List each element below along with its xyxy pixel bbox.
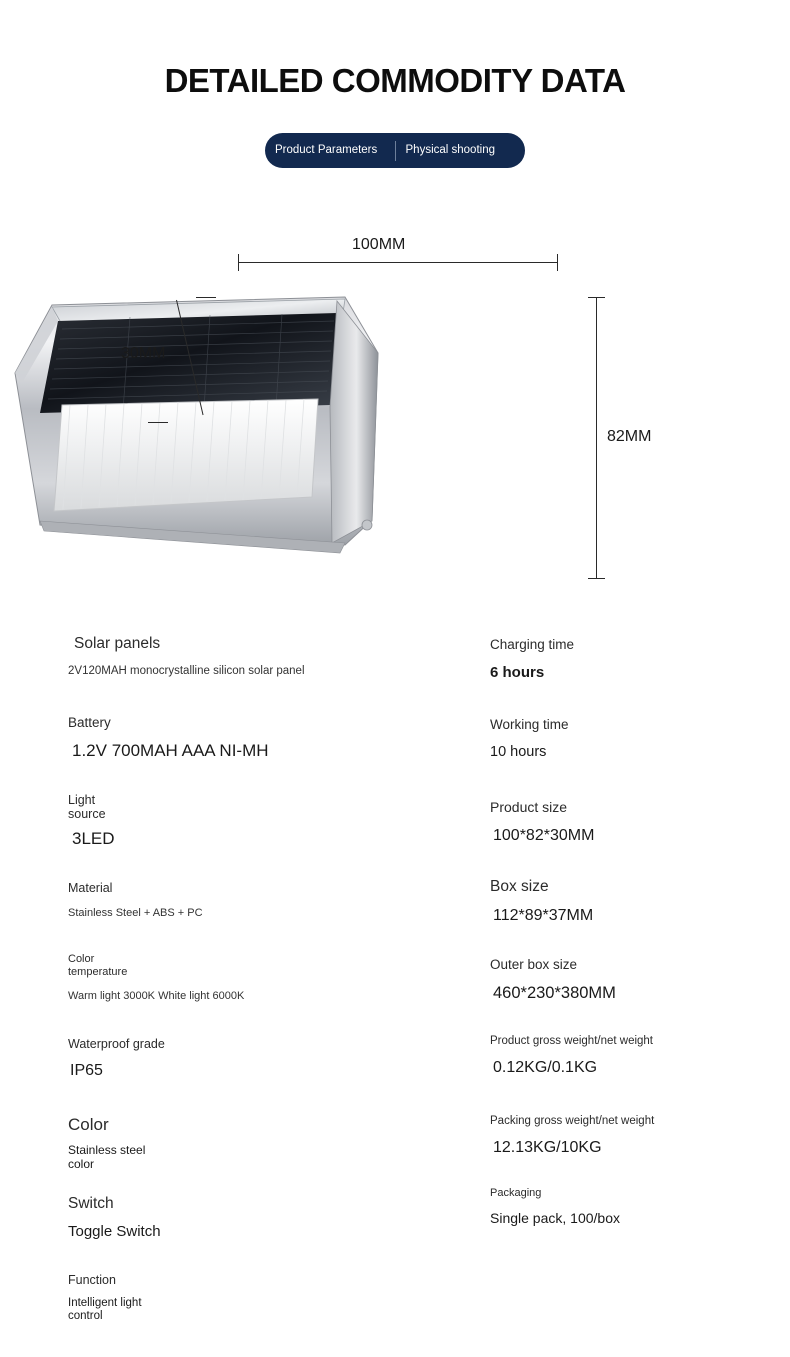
spec-material [68,881,203,919]
spec-light-source [68,793,128,849]
spec-color [68,1115,148,1171]
spec-value: 112*89*37MM [493,907,594,924]
spec-value: 1.2V 700MAH AAA NI-MH [72,741,269,760]
dimension-label-height: 82MM [607,428,652,445]
spec-outer-box-size [490,957,616,1003]
spec-value: Stainless Steel + ABS + PC [68,907,203,919]
spec-value: 460*230*380MM [493,984,616,1002]
dimension-tick-right-bottom [588,578,605,579]
dimension-label-width: 100MM [352,236,406,253]
product-figure [0,225,790,615]
spec-value: Warm light 3000K White light 6000K [68,990,245,1002]
spec-packing-weight [490,1115,654,1157]
spec-label: Charging time [490,637,575,652]
spec-charging-time [490,637,574,681]
spec-value: 2V120MAH monocrystalline silicon solar panel [68,665,305,677]
dimension-line-right [596,297,597,579]
spec-label: Product gross weight/net weight [490,1035,654,1047]
dimension-tick-left-top [196,297,216,298]
spec-solar-panels [68,635,305,677]
spec-product-weight [490,1035,653,1077]
spec-value: 10 hours [490,744,547,760]
spec-value: 0.12KG/0.1KG [493,1059,598,1076]
spec-packaging [490,1187,620,1226]
spec-label: Light source [68,793,106,821]
tab-product-parameters[interactable]: Product Parameters [275,144,378,156]
spec-label: Function [68,1273,116,1287]
spec-value: 100*82*30MM [493,827,595,844]
spec-product-size [490,799,594,845]
spec-label: Color [68,1115,109,1134]
dimension-tick-left-bottom [148,422,168,423]
spec-waterproof-grade [68,1037,165,1080]
spec-value: Stainless steel color [68,1143,146,1171]
spec-label: Waterproof grade [68,1037,165,1051]
tab-physical-shooting[interactable]: Physical shooting [405,144,495,156]
spec-value: 12.13KG/10KG [493,1139,602,1156]
spec-label: Outer box size [490,957,578,972]
spec-function [68,1273,153,1323]
tab-bar [265,133,525,168]
spec-battery [68,715,269,761]
spec-working-time [490,717,569,760]
spec-value: 6 hours [490,664,545,681]
spec-value: Single pack, 100/box [490,1210,620,1226]
spec-value: Intelligent light control [68,1297,142,1322]
spec-label: Packaging [490,1187,542,1199]
dimension-tick-right-top [588,297,605,298]
spec-label: Material [68,881,113,895]
dimension-tick-top-right [557,254,558,271]
page-title: DETAILED COMMODITY DATA [164,62,626,99]
spec-label: Working time [490,717,569,732]
spec-label: Box size [490,878,549,895]
spec-color-temperature [68,953,245,1002]
spec-box-size [490,878,593,925]
spec-value: IP65 [70,1062,103,1079]
spec-label: Product size [490,799,568,815]
spec-switch [68,1195,161,1240]
dimension-line-top [238,262,558,263]
spec-value: 3LED [72,829,115,848]
spec-label: Color temperature [68,953,128,978]
spec-label: Solar panels [74,635,161,652]
dimension-label-depth: 30MM [121,345,166,362]
spec-label: Battery [68,715,111,730]
dimension-tick-top-left [238,254,239,271]
spec-label: Packing gross weight/net weight [490,1115,655,1127]
spec-value: Toggle Switch [68,1223,161,1240]
spec-label: Switch [68,1195,114,1212]
